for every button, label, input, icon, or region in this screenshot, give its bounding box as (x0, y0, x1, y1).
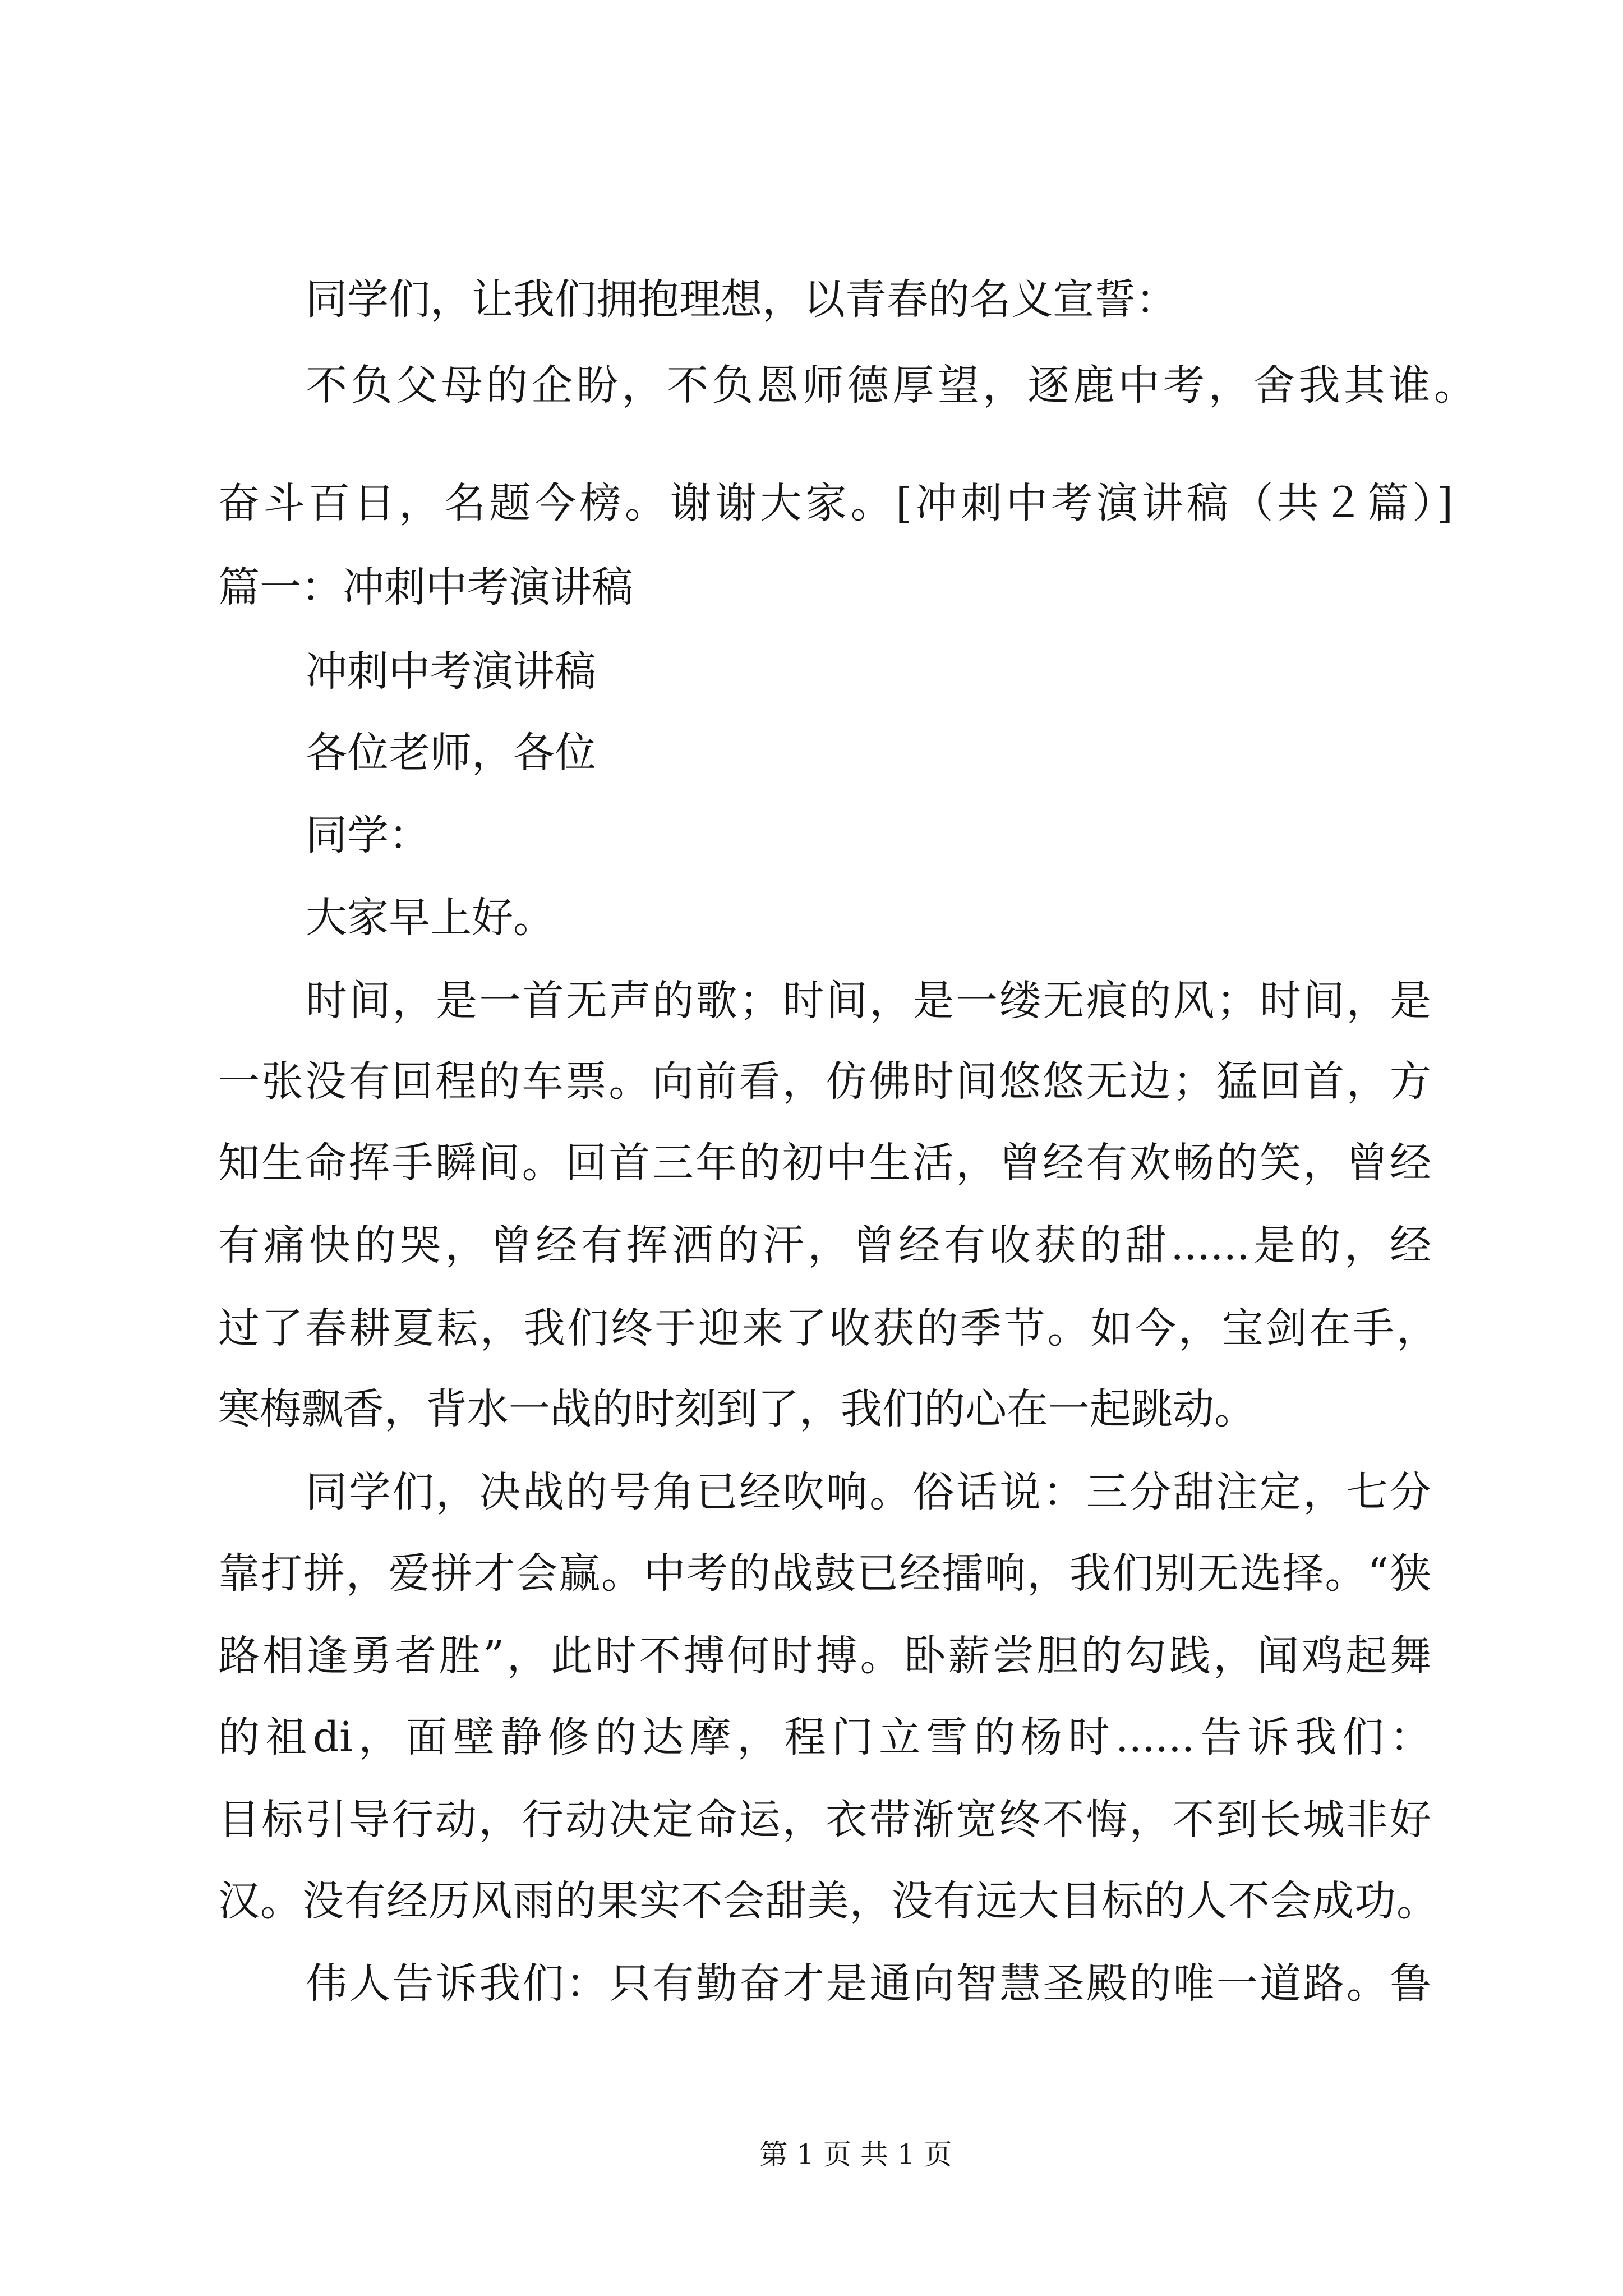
oath-text-line: 不负父母的企盼，不负恩师德厚望，逐鹿中考，舍我其谁。 (306, 361, 1476, 409)
paragraph-line: 一张没有回程的车票。向前看，仿佛时间悠悠无边；猛回首，方 (218, 1057, 1431, 1106)
paragraph-line: 同学们，决战的号角已经吹响。俗话说：三分甜注定，七分 (306, 1468, 1431, 1516)
paragraph-line: 有痛快的哭，曾经有挥洒的汗，曾经有收获的甜......是的，经 (218, 1221, 1431, 1269)
paragraph-line: 伟人告诉我们：只有勤奋才是通向智慧圣殿的唯一道路。鲁 (306, 1959, 1431, 2008)
paragraph-line: 路相逢勇者胜”，此时不搏何时搏。卧薪尝胆的勾践，闻鸡起舞 (218, 1632, 1431, 1680)
paragraph-line: 目标引导行动，行动决定命运，衣带渐宽终不悔，不到长城非好 (218, 1796, 1431, 1844)
page-footer: 第 1 页 共 1 页 (759, 2138, 952, 2171)
paragraph-line: 知生命挥手瞬间。回首三年的初中生活，曾经有欢畅的笑，曾经 (218, 1139, 1431, 1187)
salutation-line: 同学： (306, 811, 430, 859)
paragraph-line: 时间，是一首无声的歌；时间，是一缕无痕的风；时间，是 (306, 977, 1431, 1025)
section-heading: 篇一：冲刺中考演讲稿 (218, 563, 633, 611)
oath-text-line: 奋斗百日，名题今榜。谢谢大家。[冲刺中考演讲稿（共２篇）] (218, 479, 1453, 527)
paragraph-line: 的祖di，面壁静修的达摩，程门立雪的杨时......告诉我们： (218, 1713, 1431, 1761)
paragraph-line: 靠打拼，爱拼才会赢。中考的战鼓已经擂响，我们别无选择。“狭 (218, 1549, 1431, 1598)
speech-title: 冲刺中考演讲稿 (306, 647, 596, 696)
greeting-line: 大家早上好。 (306, 894, 555, 942)
salutation-line: 各位老师，各位 (306, 729, 596, 777)
paragraph-line: 过了春耕夏耘，我们终于迎来了收获的季节。如今，宝剑在手， (218, 1304, 1438, 1352)
paragraph-line: 寒梅飘香，背水一战的时刻到了，我们的心在一起跳动。 (218, 1385, 1256, 1433)
oath-intro-line: 同学们，让我们拥抱理想，以青春的名义宣誓： (306, 275, 1177, 324)
paragraph-line: 汉。没有经历风雨的果实不会甜美，没有远大目标的人不会成功。 (218, 1877, 1438, 1925)
